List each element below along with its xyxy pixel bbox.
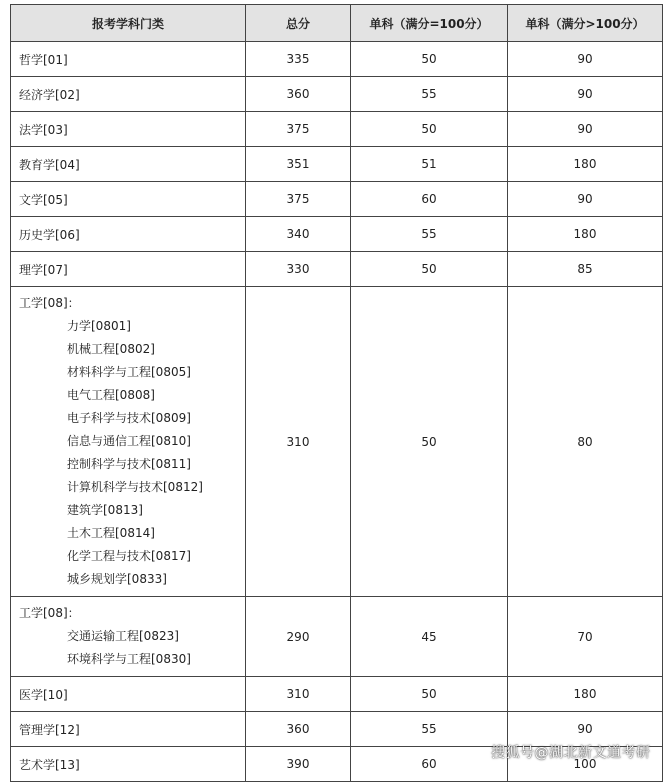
watermark: 搜狐号@湖北新文道考研 [491, 745, 651, 761]
table-row [11, 147, 663, 182]
header-subject: 报考学科门类 [11, 5, 246, 42]
subject-discipline: 计算机科学与技术[0812] [67, 480, 203, 494]
total-cell: 360 [246, 77, 351, 112]
subject-cell: 文学[05] [11, 182, 246, 217]
table-row [11, 42, 663, 77]
single-100-cell: 50 [351, 42, 508, 77]
single-over-100-cell: 180 [508, 217, 663, 252]
single-over-100-cell: 70 [508, 597, 663, 677]
total-cell: 340 [246, 217, 351, 252]
table-body [11, 42, 663, 782]
subject-category: 工学[08]： [19, 296, 80, 310]
subject-cell: 教育学[04] [11, 147, 246, 182]
single-over-100-cell: 80 [508, 287, 663, 597]
single-100-cell: 51 [351, 147, 508, 182]
subject-discipline: 化学工程与技术[0817] [67, 549, 191, 563]
single-100-cell: 60 [351, 747, 508, 782]
single-over-100-cell: 180 [508, 677, 663, 712]
header-single-100: 单科（满分=100分） [351, 5, 508, 42]
table-row [11, 112, 663, 147]
score-table [10, 4, 663, 782]
single-over-100-cell: 90 [508, 77, 663, 112]
subject-cell: 医学[10] [11, 677, 246, 712]
table-row [11, 252, 663, 287]
subject-discipline: 电气工程[0808] [67, 388, 155, 402]
subject-discipline: 土木工程[0814] [67, 526, 155, 540]
subject-cell: 理学[07] [11, 252, 246, 287]
header-total: 总分 [246, 5, 351, 42]
total-cell: 310 [246, 287, 351, 597]
subject-discipline: 材料科学与工程[0805] [67, 365, 191, 379]
subject-discipline: 环境科学与工程[0830] [67, 652, 191, 666]
total-cell: 330 [246, 252, 351, 287]
subject-cell [11, 597, 246, 677]
single-over-100-cell: 90 [508, 712, 663, 747]
subject-discipline: 控制科学与技术[0811] [67, 457, 191, 471]
subject-cell: 经济学[02] [11, 77, 246, 112]
table-row [11, 77, 663, 112]
single-over-100-cell: 100 [508, 747, 663, 782]
subject-discipline: 力学[0801] [67, 319, 131, 333]
single-over-100-cell: 90 [508, 112, 663, 147]
subject-cell [11, 287, 246, 597]
subject-cell: 管理学[12] [11, 712, 246, 747]
header-single-over-100: 单科（满分>100分） [508, 5, 663, 42]
subject-cell: 艺术学[13] [11, 747, 246, 782]
single-100-cell: 50 [351, 252, 508, 287]
single-100-cell: 50 [351, 112, 508, 147]
table-row [11, 217, 663, 252]
subject-category: 工学[08]： [19, 606, 80, 620]
total-cell: 375 [246, 112, 351, 147]
single-100-cell: 50 [351, 287, 508, 597]
subject-cell: 哲学[01] [11, 42, 246, 77]
single-100-cell: 55 [351, 712, 508, 747]
single-over-100-cell: 180 [508, 147, 663, 182]
subject-discipline: 交通运输工程[0823] [67, 629, 179, 643]
single-over-100-cell: 85 [508, 252, 663, 287]
single-100-cell: 60 [351, 182, 508, 217]
single-100-cell: 50 [351, 677, 508, 712]
total-cell: 375 [246, 182, 351, 217]
table-row [11, 287, 663, 597]
subject-discipline: 建筑学[0813] [67, 503, 143, 517]
total-cell: 390 [246, 747, 351, 782]
table-row [11, 597, 663, 677]
total-cell: 360 [246, 712, 351, 747]
table-row [11, 182, 663, 217]
single-over-100-cell: 90 [508, 182, 663, 217]
total-cell: 351 [246, 147, 351, 182]
subject-discipline: 信息与通信工程[0810] [67, 434, 191, 448]
single-100-cell: 45 [351, 597, 508, 677]
subject-cell: 法学[03] [11, 112, 246, 147]
single-over-100-cell: 90 [508, 42, 663, 77]
subject-discipline: 城乡规划学[0833] [67, 572, 167, 586]
single-100-cell: 55 [351, 217, 508, 252]
total-cell: 290 [246, 597, 351, 677]
total-cell: 310 [246, 677, 351, 712]
header-row [11, 5, 663, 42]
single-100-cell: 55 [351, 77, 508, 112]
table-row [11, 677, 663, 712]
total-cell: 335 [246, 42, 351, 77]
subject-discipline: 电子科学与技术[0809] [67, 411, 191, 425]
subject-discipline: 机械工程[0802] [67, 342, 155, 356]
subject-cell: 历史学[06] [11, 217, 246, 252]
